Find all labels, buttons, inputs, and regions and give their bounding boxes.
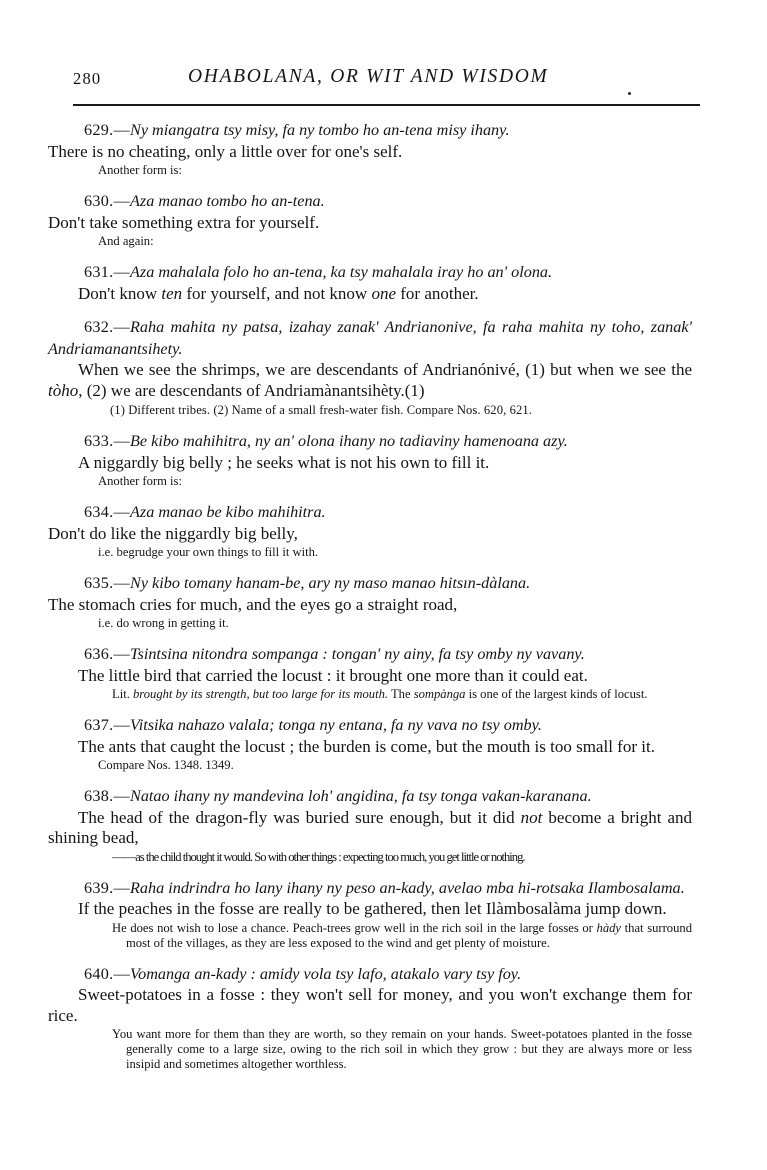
proverb-text (48, 502, 692, 524)
translation-part: for another. (396, 283, 479, 303)
entry-number: 629.— (84, 121, 131, 139)
entry-number: 636.— (84, 645, 131, 663)
note-part: Lit. (112, 687, 133, 701)
proverb-malagasy: Vitsika nahazo valala; tonga ny entana, fa ny vava no tsy omby. (130, 716, 542, 734)
proverb-text (48, 878, 692, 900)
translation-part: When we see the shrimps, we are descendants of Andrianónivé, (1) but when we see the (78, 360, 692, 379)
translation-text: A niggardly big belly ; he seeks what is not his own to fill it. (78, 452, 490, 472)
note-part: The (388, 687, 414, 701)
note-part: that surround most of the villages, as they are less exposed to the wind and get plenty of moisture. (126, 920, 692, 950)
proverb-entry-635 (48, 573, 692, 631)
proverb-text (48, 317, 692, 360)
proverb-entry-634 (48, 502, 692, 560)
proverb-malagasy: Raha mahita ny patsa, izahay zanak' Andrianonive, fa raha mahita ny toho, zanak' Andriamanantsihety. (48, 318, 692, 358)
proverb-text (48, 120, 692, 142)
entry-number: 631.— (84, 263, 131, 281)
proverb-entry-638 (48, 786, 692, 865)
proverb-entry-630 (48, 191, 692, 249)
translation-text: Don't do like the niggardly big belly, (48, 523, 298, 543)
note-emphasis: brought by its strength, but too large for its mouth. (133, 687, 389, 701)
note-part: He does not wish to lose a chance. Peach-trees grow well in the rich soil in the large fosses or (112, 920, 597, 935)
proverb-malagasy: Aza mahalala folo ho an-tena, ka tsy mahalala iray ho an' olona. (130, 263, 553, 281)
entry-note: Compare Nos. 1348. 1349. (98, 758, 234, 772)
proverb-text (48, 191, 692, 213)
translation-text: If the peaches in the fosse are really to be gathered, then let Ilàmbosalàma jump down. (78, 899, 667, 918)
entry-number: 637.— (84, 716, 131, 734)
entry-number: 638.— (84, 787, 131, 805)
entry-number: 633.— (84, 432, 131, 450)
entry-number: 630.— (84, 192, 131, 210)
entry-note (48, 921, 692, 951)
note-emphasis: hàdy (596, 920, 622, 935)
entry-number: 639.— (84, 878, 131, 897)
entry-number: 640.— (84, 964, 131, 983)
proverb-malagasy: Natao ihany ny mandevina loh' angidina, fa tsy tonga vakan-karanana. (130, 787, 592, 805)
ink-speck (628, 92, 631, 95)
note-part: is one of the largest kinds of locust. (465, 687, 648, 701)
proverb-malagasy: Raha indrindra ho lany ihany ny peso an-kady, avelao mba hi-rotsaka Ilambosalama. (130, 878, 685, 897)
entry-note: Another form is: (98, 474, 182, 488)
proverb-entry-633 (48, 431, 692, 489)
proverb-malagasy: Aza manao tombo ho an-tena. (130, 192, 325, 210)
proverb-malagasy: Ny miangatra tsy misy, fa ny tombo ho an-tena misy ihany. (130, 121, 510, 139)
translation-text: There is no cheating, only a little over for one's self. (48, 141, 403, 161)
translation-text: The ants that caught the locust ; the burden is come, but the mouth is too small for it. (78, 736, 655, 756)
proverb-text (48, 431, 692, 453)
proverb-malagasy: Tsintsina nitondra sompanga : tongan' ny ainy, fa tsy omby ny vavany. (130, 645, 585, 663)
entry-number: 632.— (84, 318, 131, 336)
entry-number: 635.— (84, 574, 131, 592)
entry-note: You want more for them than they are worth, so they remain on your hands. Sweet-potatoes planted in the fosse generally come to a large size, owing to the rich soil in which they grow : but they are always more or less insipid and sometimes altogether worthless. (112, 1027, 692, 1071)
proverb-text (48, 573, 692, 595)
translation-text (48, 284, 692, 305)
proverb-text (48, 964, 692, 986)
proverb-text (48, 715, 692, 737)
translation-text: Don't take something extra for yourself. (48, 212, 320, 232)
entry-number: 634.— (84, 503, 131, 521)
entry-note (48, 687, 692, 702)
translation-part: Don't know (78, 283, 162, 303)
proverb-entry-639 (48, 878, 692, 951)
translation-part: for yourself, and not know (182, 283, 372, 303)
entry-note: i.e. begrudge your own things to fill it with. (98, 545, 319, 559)
proverb-entry-636 (48, 644, 692, 702)
proverb-malagasy: Ny kibo tomany hanam-be, ary ny maso manao hitsın-dàlana. (130, 574, 531, 592)
proverb-text (48, 644, 692, 666)
proverb-entry-637 (48, 715, 692, 773)
translation-emphasis: not (520, 807, 543, 827)
entry-note: ——as the child thought it would. So with other things : expecting too much, you get little or nothing. (112, 849, 525, 864)
translation-text (48, 808, 692, 849)
proverb-malagasy: Vomanga an-kady : amidy vola tsy lafo, atakalo vary tsy foy. (130, 964, 522, 983)
proverb-entry-631 (48, 262, 692, 304)
page-number: 280 (73, 69, 102, 88)
entry-note: Another form is: (98, 163, 182, 177)
translation-emphasis: ten (161, 283, 183, 303)
note-emphasis: sompànga (413, 687, 466, 701)
proverb-malagasy: Be kibo mahihitra, ny an' olona ihany no tadiaviny hamenoana azy. (130, 432, 568, 450)
translation-emphasis: one (371, 283, 396, 303)
header-rule (73, 104, 700, 106)
translation-text: The stomach cries for much, and the eyes go a straight road, (48, 594, 458, 614)
entry-note: And again: (98, 234, 154, 248)
proverb-text (48, 786, 692, 808)
text-column (48, 120, 692, 1072)
running-title: OHABOLANA, OR WIT AND WISDOM (188, 66, 549, 87)
entry-note: i.e. do wrong in getting it. (98, 616, 229, 630)
proverb-malagasy: Aza manao be kibo mahihitra. (130, 503, 326, 521)
translation-part: The head of the dragon-fly was buried sure enough, but it did (78, 807, 521, 827)
translation-text: The little bird that carried the locust : it brought one more than it could eat. (78, 665, 588, 685)
proverb-entry-640 (48, 964, 692, 1073)
entry-footnote: (1) Different tribes. (2) Name of a small fresh-water fish. Compare Nos. 620, 621. (110, 403, 533, 417)
translation-text (48, 360, 692, 401)
translation-text: Sweet-potatoes in a fosse : they won't sell for money, and you won't exchange them for rice. (48, 985, 692, 1025)
translation-part: become a bright and shining bead, (48, 807, 692, 847)
proverb-entry-632 (48, 317, 692, 418)
translation-emphasis: tòho (48, 380, 79, 400)
proverb-text (48, 262, 692, 284)
running-head (73, 66, 700, 92)
proverb-entry-629 (48, 120, 692, 178)
translation-part: , (2) we are descendants of Andriamànantsihèty.(1) (78, 380, 425, 400)
